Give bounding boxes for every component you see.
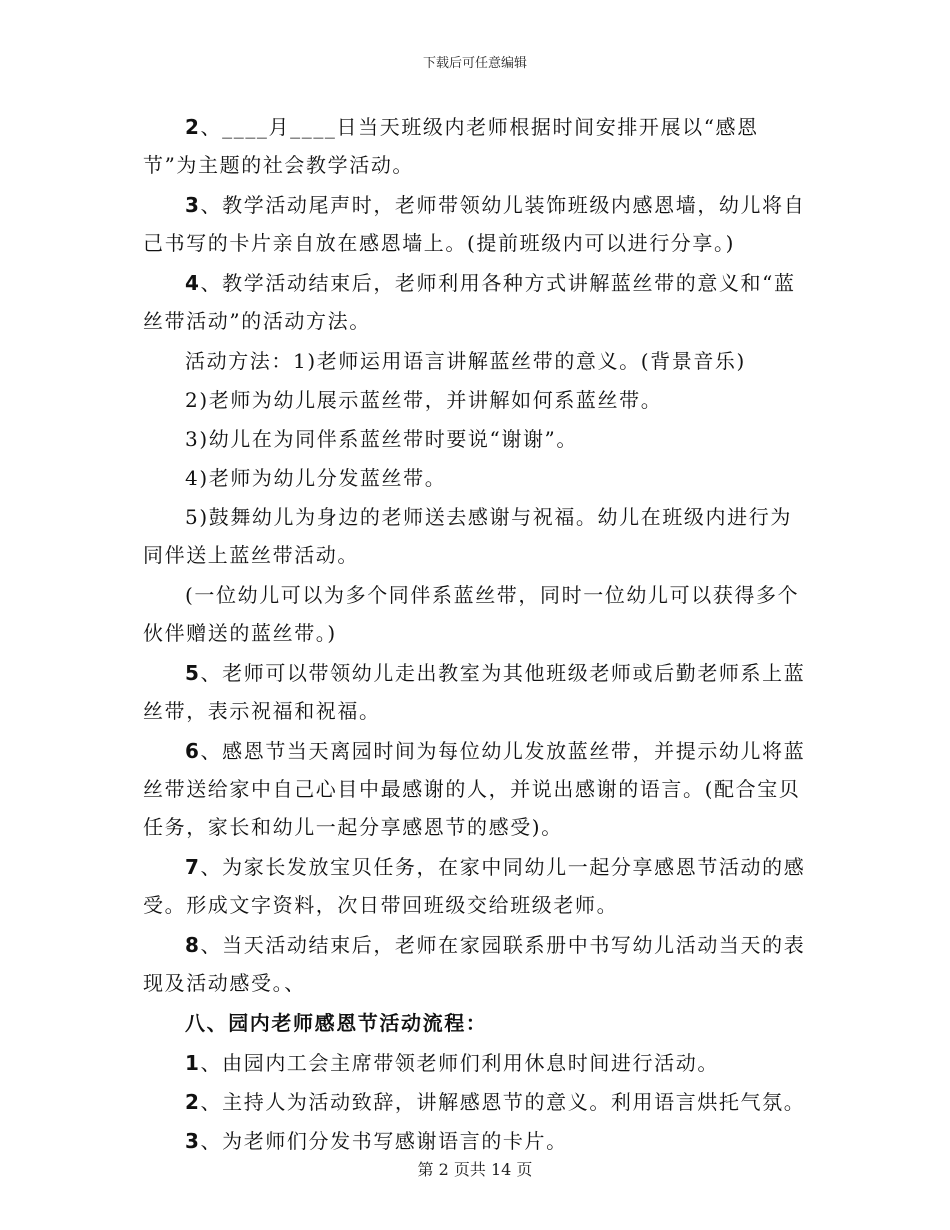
paragraph-item-6: 6、感恩节当天离园时间为每位幼儿发放蓝丝带，并提示幼儿将蓝丝带送给家中自己心目中最感谢的人，并说出感谢的语言。(配合宝贝任务，家长和幼儿一起分享感恩节的感受)。	[143, 739, 806, 839]
section-item-3: 3、为老师们分发书写感谢语言的卡片。	[185, 1129, 568, 1153]
paragraph-item-3: 3、教学活动尾声时，老师带领幼儿装饰班级内感恩墙，幼儿将自己书写的卡片亲自放在感恩墙上。(提前班级内可以进行分享。)	[143, 193, 806, 255]
document-body	[143, 108, 808, 1161]
paragraph-item-8: 8、当天活动结束后，老师在家园联系册中书写幼儿活动当天的表现及活动感受。、	[143, 933, 806, 995]
section-heading: 八、园内老师感恩节活动流程：	[185, 1011, 488, 1035]
method-line-2: 2)老师为幼儿展示蓝丝带，并讲解如何系蓝丝带。	[185, 388, 663, 412]
section-item-1: 1、由园内工会主席带领老师们利用休息时间进行活动。	[185, 1051, 719, 1075]
paragraph-item-7: 7、为家长发放宝贝任务，在家中同幼儿一起分享感恩节活动的感受。形成文字资料，次日带回班级交给班级老师。	[143, 855, 806, 917]
page-footer: 第 2 页共 14 页	[417, 1160, 533, 1179]
page-header: 下载后可任意编辑	[422, 56, 527, 71]
method-line-5: 5)鼓舞幼儿为身边的老师送去感谢与祝福。幼儿在班级内进行为同伴送上蓝丝带活动。	[143, 505, 792, 567]
paragraph-item-5: 5、老师可以带领幼儿走出教室为其他班级老师或后勤老师系上蓝丝带，表示祝福和祝福。	[143, 661, 806, 723]
paragraph-item-4: 4、教学活动结束后，老师利用各种方式讲解蓝丝带的意义和“蓝丝带活动”的活动方法。	[143, 271, 796, 333]
method-line-3: 3)幼儿在为同伴系蓝丝带时要说“谢谢”。	[185, 427, 578, 451]
section-item-2: 2、主持人为活动致辞，讲解感恩节的意义。利用语言烘托气氛。	[185, 1090, 806, 1114]
method-note: (一位幼儿可以为多个同伴系蓝丝带，同时一位幼儿可以获得多个伙伴赠送的蓝丝带。)	[143, 583, 800, 645]
method-line-1: 活动方法：1)老师运用语言讲解蓝丝带的意义。(背景音乐)	[185, 349, 746, 373]
method-line-4: 4)老师为幼儿分发蓝丝带。	[185, 466, 447, 490]
paragraph-item-2: 2、____月____日当天班级内老师根据时间安排开展以“感恩节”为主题的社会教学活动。	[143, 115, 759, 177]
